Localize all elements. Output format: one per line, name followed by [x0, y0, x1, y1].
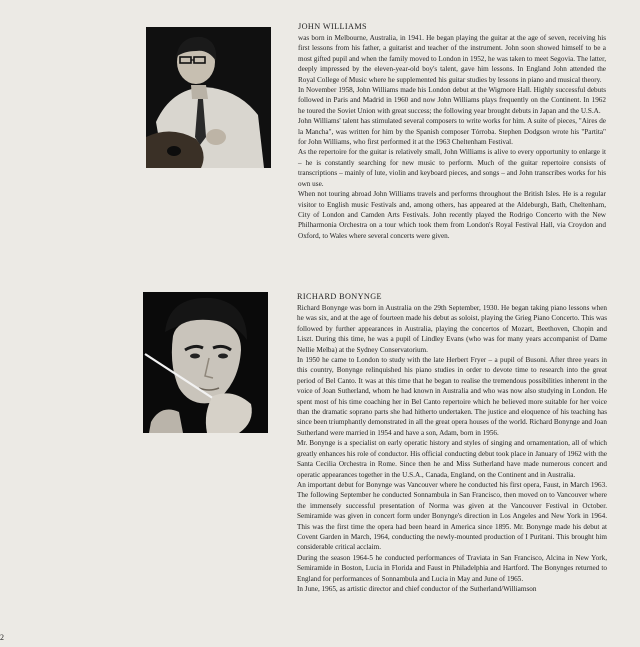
richard-bonynge-paragraph: In June, 1965, as artistic director and chief conductor of the Sutherland/Williamson — [297, 584, 537, 593]
john-williams-paragraph: was born in Melbourne, Australia, in 1941. He began playing the guitar at the age of seven, receiving his first lessons from his father, a guitarist and teacher of the instrument. John soon showed himself to be a most gifted pupil and when the family moved to London in 1952, he was taken to meet Segovia. The latter, deeply impressed by the eleven-year-old boy's talent, gave him lessons. In England John attended the Royal College of Music where he supplemented his guitar studies by lessons in piano and musical theory. — [298, 34, 606, 84]
richard-bonynge-paragraph: Richard Bonynge was born in Australia on the 29th September, 1930. He began taking piano lessons when he was six, and at the age of fourteen made his debut as soloist, playing the Grieg Piano Concerto. This was followed by further appearances in Australia, playing the concertos of Mozart, Beethoven, Chopin and Liszt. During this time, he was a pupil of Lindley Evans (who was for many years accompanist of Dame Nellie Melba) at the Sydney Conservatorium. — [297, 304, 607, 354]
page-number: 2 — [0, 633, 4, 642]
john-williams-paragraph: John Williams' talent has stimulated several composers to write works for him. A suite of pieces, "Aires de la Mancha", was written for him by the Spanish composer Tórroba. Stephen Dodgson wrote his "Partita" for John Williams, who first performed it at the 1963 Cheltenham Festival. — [298, 117, 606, 147]
john-williams-paragraph: In November 1958, John Williams made his London debut at the Wigmore Hall. Highly successful debuts followed in Paris and Madrid in 1960 and now John Williams plays frequently on the Continent. In 1962 he toured the Soviet Union with great success; the following year brought debuts in Japan and the U.S.A. — [298, 86, 606, 115]
richard-bonynge-heading: RICHARD BONYNGE — [297, 292, 382, 301]
richard-bonynge-bio — [297, 292, 607, 594]
john-williams-paragraph: As the repertoire for the guitar is relatively small, John Williams is alive to every opportunity to enlarge it – he is constantly searching for new music to perform. Much of the guitar repertoire consists of transcriptions – mainly of lute, violin and keyboard pieces, and songs – and John transcribes works for his own use. — [298, 148, 606, 188]
richard-bonynge-paragraph: Mr. Bonynge is a specialist on early operatic history and styles of singing and ornamentation, all of which greatly enhances his role of conductor. His official conducting debut took place in January of 1962 with the Santa Cecilia Orchestra in Rome. Since then he and Miss Sutherland have made numerous concert and operatic appearances together in the U.S.A., Canada, England, on the Continent and in Australia. — [297, 439, 607, 479]
richard-bonynge-photo — [143, 292, 268, 433]
richard-bonynge-paragraph: An important debut for Bonynge was Vancouver where he conducted his first opera, Faust, in March 1963. The following September he conducted Sonnambula in San Francisco, then moved on to Vancouver where the immensely successful presentation of Norma was given at the Vancouver Festival in October. Semiramide was given in concert form under Bonynge's direction in Los Angeles and New York in 1964. This was the first time the opera had been heard in America since 1895. Mr. Bonynge made his debut at Covent Garden in March, 1964, conducting the newly-mounted production of I Puritani. This brought him considerable critical acclaim. — [297, 480, 607, 552]
john-williams-bio — [298, 22, 606, 241]
john-williams-paragraph: When not touring abroad John Williams travels and performs throughout the British Isles. He is a regular visitor to English music Festivals and, among others, has appeared at the Aldeburgh, Bath, Cheltenham, City of London and Camden Arts Festivals. John recently played the Rodrigo Concerto with the New Philharmonia Orchestra on a tour which took them from London's Royal Festival Hall, via Croydon and Oxford, to Wales where several concerts were given. — [298, 190, 606, 240]
richard-bonynge-paragraph: During the season 1964-5 he conducted performances of Traviata in San Francisco, Alcina in New York, Semiramide in Boston, Lucia in Florida and Faust in Philadelphia and Hartford. The Bonynges returned to England for performances of Sonnambula and Lucia in May and June of 1965. — [297, 553, 607, 583]
john-williams-photo — [146, 27, 271, 168]
john-williams-heading: JOHN WILLIAMS — [298, 22, 367, 31]
richard-bonynge-paragraph: In 1950 he came to London to study with the late Herbert Fryer – a pupil of Busoni. After three years in this country, Bonynge relinquished his piano studies in order to devote time to research into the great period of Bel Canto. It was at this time that he began to realise the tremendous possibilities inherent in the voice of Joan Sutherland, whom he had known in Australia and who was now also studying in London. He spent most of his time coaching her in Bel Canto repertoire which he believed more suitable for her voice than the dramatic soprano parts she had hitherto undertaken. The justice and eloquence of his teaching has since been triumphantly demonstrated in all the great opera houses of the world. Richard Bonynge and Joan Sutherland were married in 1954 and have a son, Adam, born in 1956. — [297, 356, 607, 437]
